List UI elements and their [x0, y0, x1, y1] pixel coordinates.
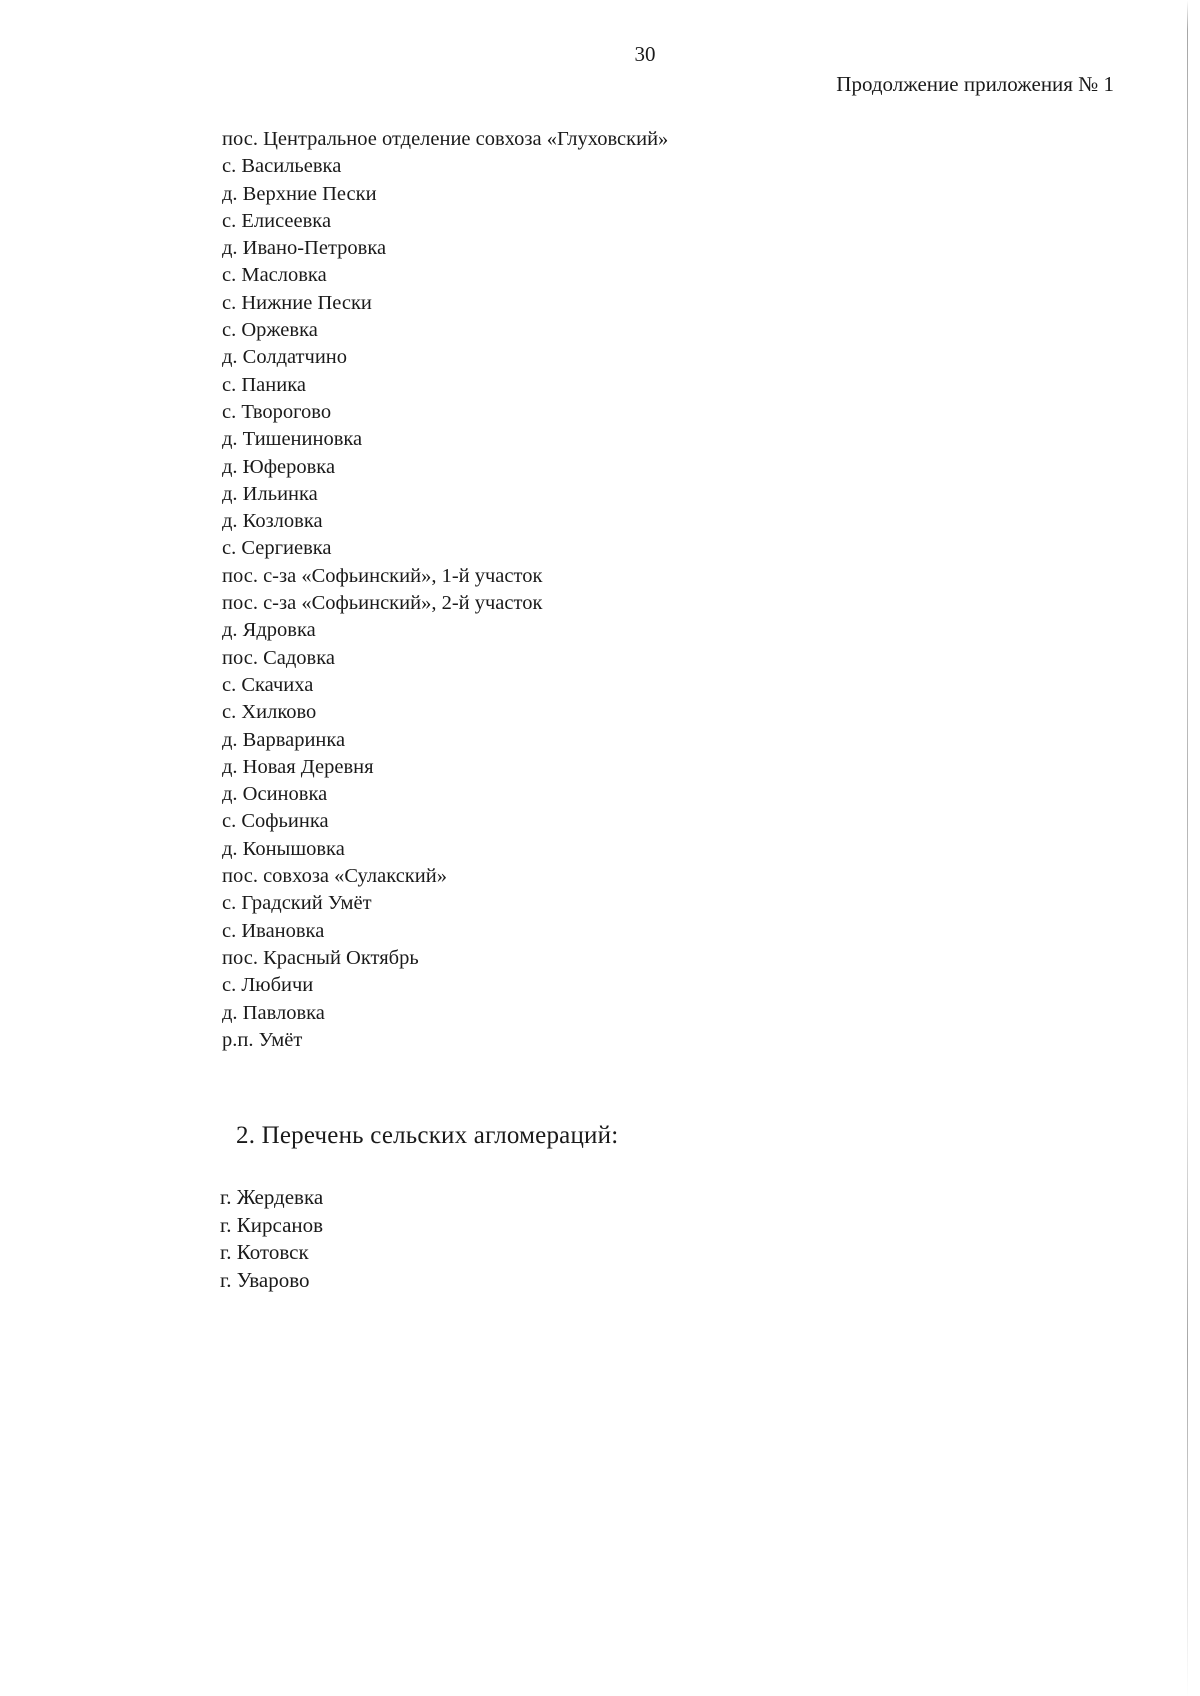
list-item: пос. совхоза «Сулакский» — [222, 865, 447, 888]
list-item: д. Ильинка — [222, 482, 318, 505]
scan-edge-line — [1187, 0, 1188, 1696]
list-item: с. Любичи — [222, 974, 314, 997]
list-item: д. Новая Деревня — [222, 755, 374, 778]
list-item: д. Солдатчино — [222, 346, 348, 369]
list-item: д. Ядровка — [222, 619, 316, 642]
page-number: 30 — [634, 42, 656, 66]
list-item: с. Оржевка — [222, 319, 318, 342]
list-item: с. Хилково — [222, 701, 317, 724]
list-item: с. Ивановка — [222, 919, 325, 942]
list-item: с. Нижние Пески — [222, 291, 372, 314]
list-item: с. Творогово — [222, 400, 332, 423]
list-item: пос. Садовка — [222, 646, 335, 669]
settlement-list — [222, 126, 668, 1054]
list-item: с. Скачиха — [222, 673, 314, 696]
list-item: г. Уварово — [220, 1267, 310, 1292]
list-item: д. Ивано-Петровка — [222, 237, 387, 260]
list-item: с. Паника — [222, 373, 306, 396]
list-item: г. Жердевка — [220, 1185, 324, 1209]
list-item: пос. с-за «Софьинский», 2-й участок — [222, 592, 543, 615]
list-item: д. Юферовка — [222, 455, 336, 478]
list-item: с. Софьинка — [222, 810, 329, 833]
list-item: с. Градский Умёт — [222, 892, 372, 915]
list-item: г. Кирсанов — [220, 1212, 324, 1237]
list-item: д. Тишениновка — [222, 428, 363, 451]
list-item: д. Верхние Пески — [222, 182, 377, 205]
list-item: с. Сергиевка — [222, 537, 332, 560]
list-item: с. Масловка — [222, 264, 327, 287]
list-item: д. Козловка — [222, 510, 323, 533]
appendix-continuation-label: Продолжение приложения № 1 — [836, 72, 1114, 96]
list-item: г. Котовск — [220, 1240, 309, 1264]
agglomeration-list — [220, 1184, 323, 1294]
list-item: д. Осиновка — [222, 783, 328, 806]
list-item: д. Павловка — [222, 1001, 325, 1024]
list-item: с. Васильевка — [222, 155, 342, 178]
section-heading: 2. Перечень сельских агломераций: — [236, 1122, 619, 1149]
list-item: пос. Красный Октябрь — [222, 946, 419, 969]
list-item: пос. Центральное отделение совхоза «Глуховский» — [222, 128, 669, 150]
list-item: р.п. Умёт — [222, 1028, 303, 1051]
list-item: д. Конышовка — [222, 837, 345, 860]
list-item: д. Варваринка — [222, 728, 346, 751]
list-item: с. Елисеевка — [222, 209, 332, 232]
list-item: пос. с-за «Софьинский», 1-й участок — [222, 564, 543, 587]
